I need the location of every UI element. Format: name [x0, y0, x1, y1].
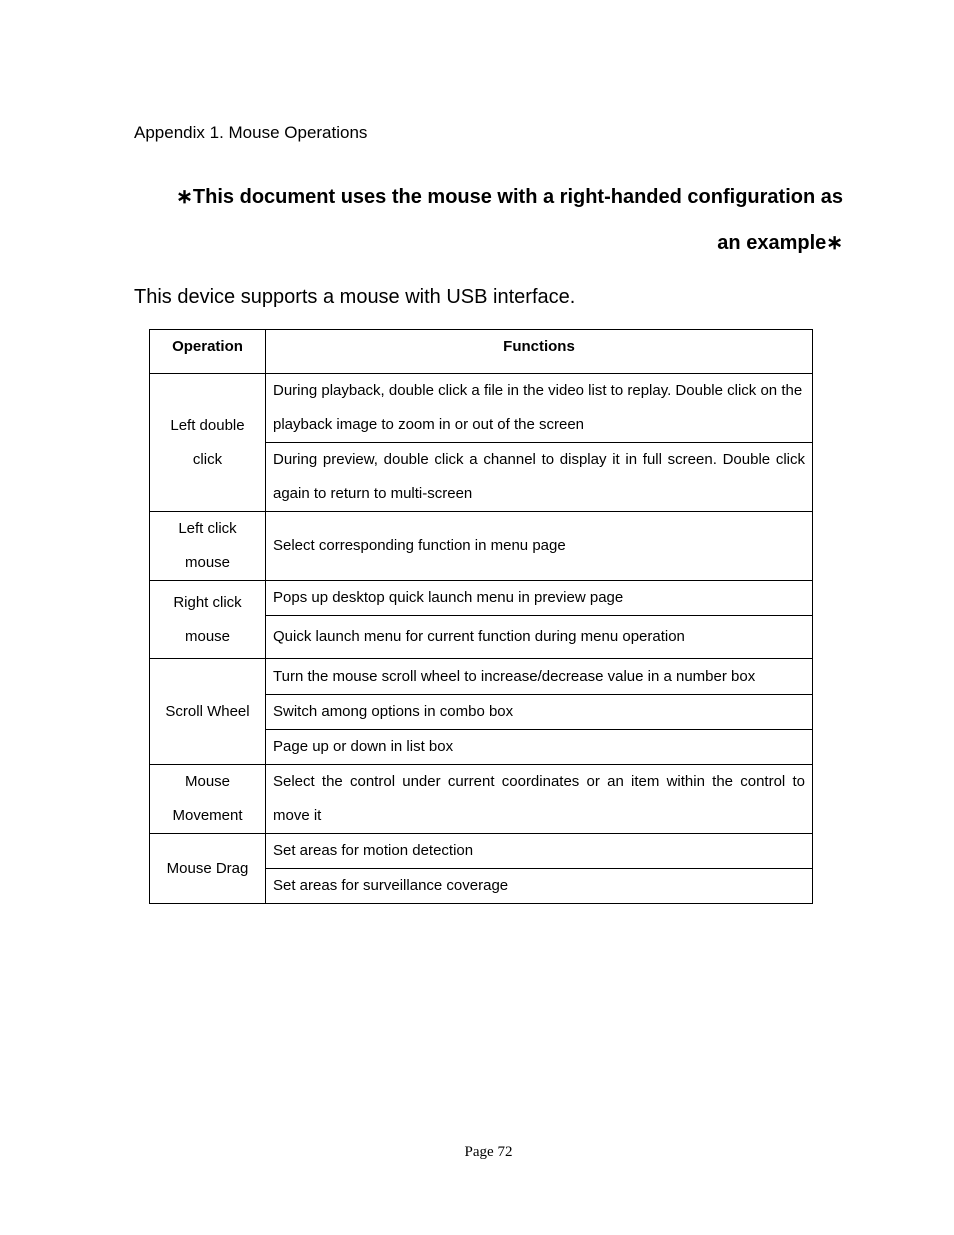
- header-functions: Functions: [266, 330, 813, 374]
- table-row: [150, 765, 813, 834]
- operation-cell: Mouse Movement: [150, 765, 266, 834]
- operation-cell: Left click mouse: [150, 512, 266, 581]
- function-cell: Switch among options in combo box: [266, 695, 813, 730]
- function-cell: Quick launch menu for current function during menu operation: [266, 616, 813, 659]
- operation-cell: Left double click: [150, 374, 266, 512]
- table-row: [150, 512, 813, 581]
- configuration-note-line-1: ∗This document uses the mouse with a right-handed configuration as: [176, 186, 843, 208]
- table-row: [150, 374, 813, 443]
- operation-cell: Scroll Wheel: [150, 659, 266, 765]
- function-cell: Set areas for surveillance coverage: [266, 869, 813, 904]
- operation-cell: Right click mouse: [150, 581, 266, 659]
- function-cell: Pops up desktop quick launch menu in preview page: [266, 581, 813, 616]
- mouse-operations-table: [149, 329, 813, 904]
- function-cell: Set areas for motion detection: [266, 834, 813, 869]
- table-header-row: [150, 330, 813, 374]
- function-cell: Select the control under current coordinates or an item within the control to move it: [266, 765, 813, 834]
- page-number: Page 72: [464, 1144, 513, 1160]
- configuration-note-line-2: an example∗: [717, 232, 843, 254]
- function-cell: Select corresponding function in menu page: [266, 512, 813, 581]
- header-operation: Operation: [150, 330, 266, 374]
- intro-paragraph: This device supports a mouse with USB interface.: [134, 286, 576, 308]
- function-cell: Page up or down in list box: [266, 730, 813, 765]
- function-cell: During preview, double click a channel to display it in full screen. Double click again to return to multi-screen: [266, 443, 813, 512]
- operation-cell: Mouse Drag: [150, 834, 266, 904]
- function-cell: Turn the mouse scroll wheel to increase/decrease value in a number box: [266, 659, 813, 695]
- appendix-heading: Appendix 1. Mouse Operations: [134, 123, 368, 142]
- function-cell: During playback, double click a file in the video list to replay. Double click on the playback image to zoom in or out of the screen: [266, 374, 813, 443]
- table-row: [150, 659, 813, 695]
- table-row: [150, 834, 813, 869]
- table-row: [150, 581, 813, 616]
